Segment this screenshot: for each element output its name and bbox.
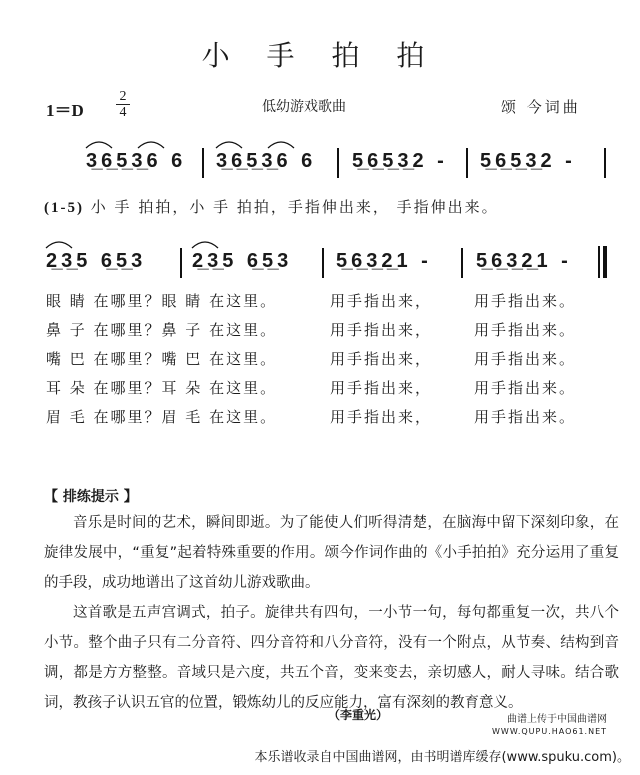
verse-part-c: 用手指出来。 <box>474 379 577 397</box>
verse-part-c: 用手指出来。 <box>474 292 577 310</box>
verse-part-b: 用手指出来， <box>330 408 433 426</box>
verse-part-c: 用手指出来。 <box>474 321 577 339</box>
meter-bottom: 4 <box>119 105 127 120</box>
barline <box>604 148 606 178</box>
measure-1-4: 5̲6̲5̲3̲2 - <box>480 150 576 172</box>
final-barline-thin <box>598 246 600 278</box>
verse-part-a: 鼻 子 在哪里？鼻 子 在这里。 <box>46 321 278 339</box>
time-signature <box>116 90 130 119</box>
measure-2-2: 2̲3̲5 6̲5̲3 <box>192 250 293 272</box>
lyric-text: 小 手 拍拍，小 手 拍拍，手指伸出来， 手指伸出来。 <box>90 198 499 216</box>
meter-top: 2 <box>119 89 127 104</box>
lyric-line-1 <box>44 196 499 217</box>
verse-part-b: 用手指出来， <box>330 321 433 339</box>
slur <box>214 138 244 150</box>
slur <box>136 138 166 150</box>
barline <box>322 248 324 278</box>
verse-part-a: 眉 毛 在哪里？眉 毛 在这里。 <box>46 408 278 426</box>
verse-part-c: 用手指出来。 <box>474 350 577 368</box>
page-title: 小 手 拍 拍 <box>201 39 439 72</box>
verse-part-c: 用手指出来。 <box>474 408 577 426</box>
slur <box>44 238 74 250</box>
verse-part-b: 用手指出来， <box>330 292 433 310</box>
composer-credit: 颂 今词曲 <box>501 98 581 116</box>
lyric-prefix: (1-5) <box>44 200 84 216</box>
section-heading: 【 排练提示 】 <box>44 489 138 505</box>
measure-2-1: 2̲3̲5 6̲5̲3 <box>46 250 147 272</box>
final-barline-thick <box>603 246 607 278</box>
footer-note: 本乐谱收录自中国曲谱网，由书明谱库缓存(www.spuku.com)。 <box>254 750 630 765</box>
barline <box>461 248 463 278</box>
watermark-line-1: 曲谱上传于中国曲谱网 <box>507 714 608 725</box>
slur <box>190 238 220 250</box>
verse-part-a: 耳 朵 在哪里？耳 朵 在这里。 <box>46 379 278 397</box>
verse-line <box>46 348 577 369</box>
author-signature: （李重光） <box>328 708 389 722</box>
verse-line <box>46 406 577 427</box>
verse-line <box>46 290 577 311</box>
slur <box>266 138 296 150</box>
song-genre: 低幼游戏歌曲 <box>262 99 346 115</box>
watermark-line-2: WWW.QUPU.HAO61.NET <box>492 727 608 736</box>
barline <box>180 248 182 278</box>
paragraph-2: 这首歌是五声宫调式，拍子。旋律共有四句，一小节一句，每句都重复一次，共八个小节。整个曲子只有二分音符、四分音符和八分音符，没有一个附点，从节奏、结构到音调，都是方方整整。音域只是六度，共五个音，变来变去，亲切感人，耐人寻味。结合歌词，教孩子认识五官的位置，锻炼幼儿的反应能力，富有深刻的教育意义。 <box>44 605 619 711</box>
barline <box>466 148 468 178</box>
key-signature: 1＝D <box>46 101 84 120</box>
verse-part-a: 眼 睛 在哪里？眼 睛 在这里。 <box>46 292 278 310</box>
verse-part-b: 用手指出来， <box>330 350 433 368</box>
measure-2-4: 5̲6̲3̲2̲1 - <box>476 250 572 272</box>
barline <box>337 148 339 178</box>
barline <box>202 148 204 178</box>
verse-part-a: 嘴 巴 在哪里？嘴 巴 在这里。 <box>46 350 278 368</box>
measure-1-3: 5̲6̲5̲3̲2 - <box>352 150 448 172</box>
verse-line <box>46 377 577 398</box>
measure-1-2: 3̲6̲5̲3̲6 6 <box>216 150 317 172</box>
slur <box>84 138 114 150</box>
measure-2-3: 5̲6̲3̲2̲1 - <box>336 250 432 272</box>
verse-part-b: 用手指出来， <box>330 379 433 397</box>
tips-text <box>44 508 619 718</box>
watermark <box>492 714 607 738</box>
verse-line <box>46 319 577 340</box>
paragraph-1: 音乐是时间的艺术，瞬间即逝。为了能使人们听得清楚，在脑海中留下深刻印象，在旋律发展中，“重复”起着特殊重要的作用。颂今作词作曲的《小手拍拍》充分运用了重复的手段，成功地谱出了这首幼儿游戏歌曲。 <box>44 515 619 591</box>
measure-1-1: 3̲6̲5̲3̲6 6 <box>86 150 187 172</box>
